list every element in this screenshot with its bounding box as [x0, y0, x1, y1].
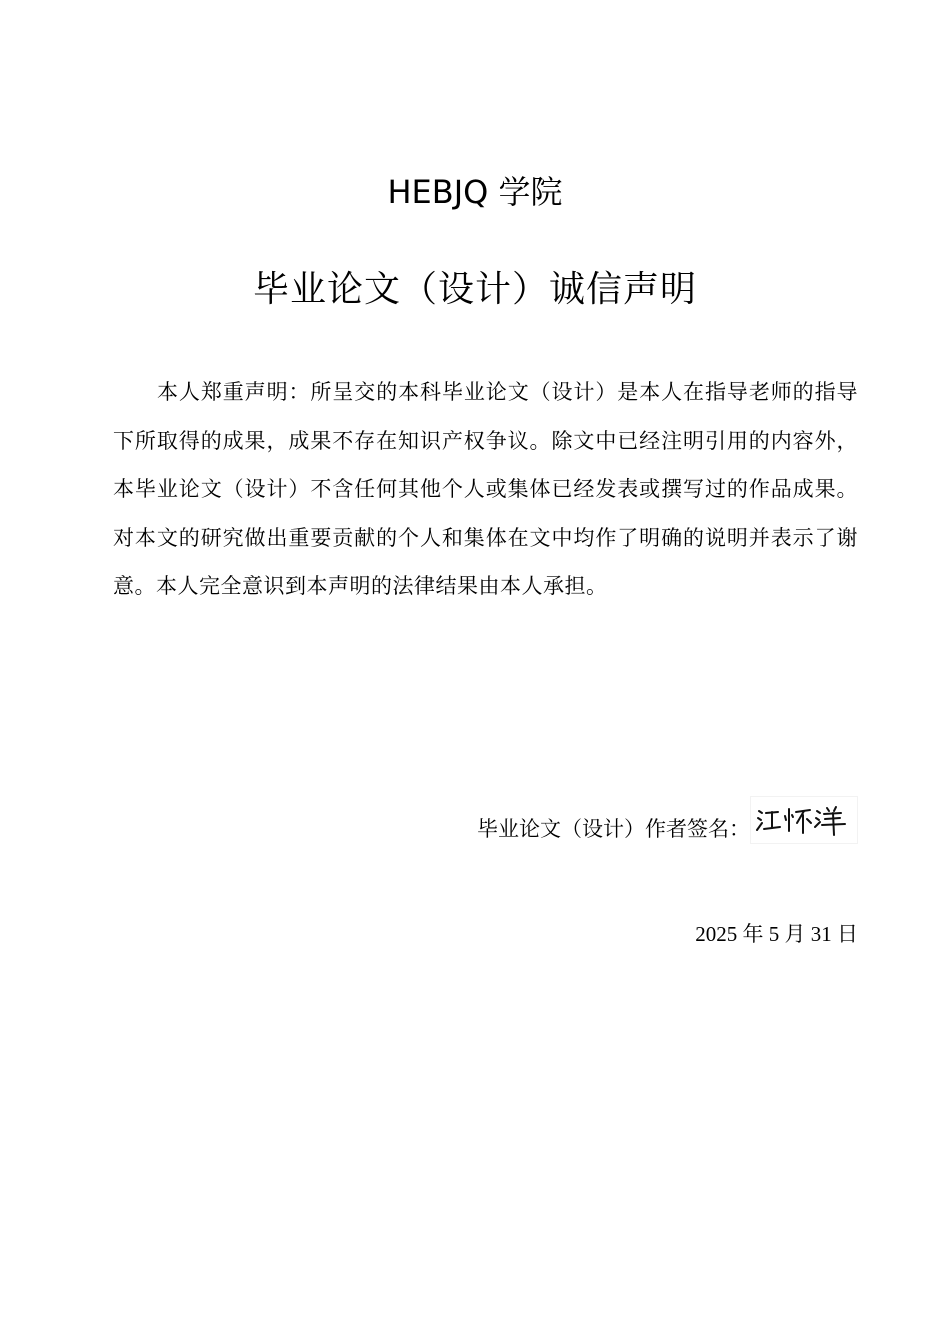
signature-strokes [751, 797, 857, 843]
school-name: HEBJQ 学院 [387, 173, 563, 211]
signature-date: 2025 年 5 月 31 日 [695, 922, 858, 946]
declaration-text: 本人郑重声明：所呈交的本科毕业论文（设计）是本人在指导老师的指导下所取得的成果，成果不存在知识产权争议。除文中已经注明引用的内容外，本毕业论文（设计）不含任何其他个人或集体已经发表或撰写过的作品成果。对本文的研究做出重要贡献的个人和集体在文中均作了明确的说明并表示了谢意。本人完全意识到本声明的法律结果由本人承担。 [113, 380, 858, 598]
handwritten-signature [750, 796, 858, 844]
signature-label: 毕业论文（设计）作者签名： [477, 817, 750, 841]
signature-row [477, 790, 858, 850]
page-title: 毕业论文（设计）诚信声明 [252, 269, 697, 310]
